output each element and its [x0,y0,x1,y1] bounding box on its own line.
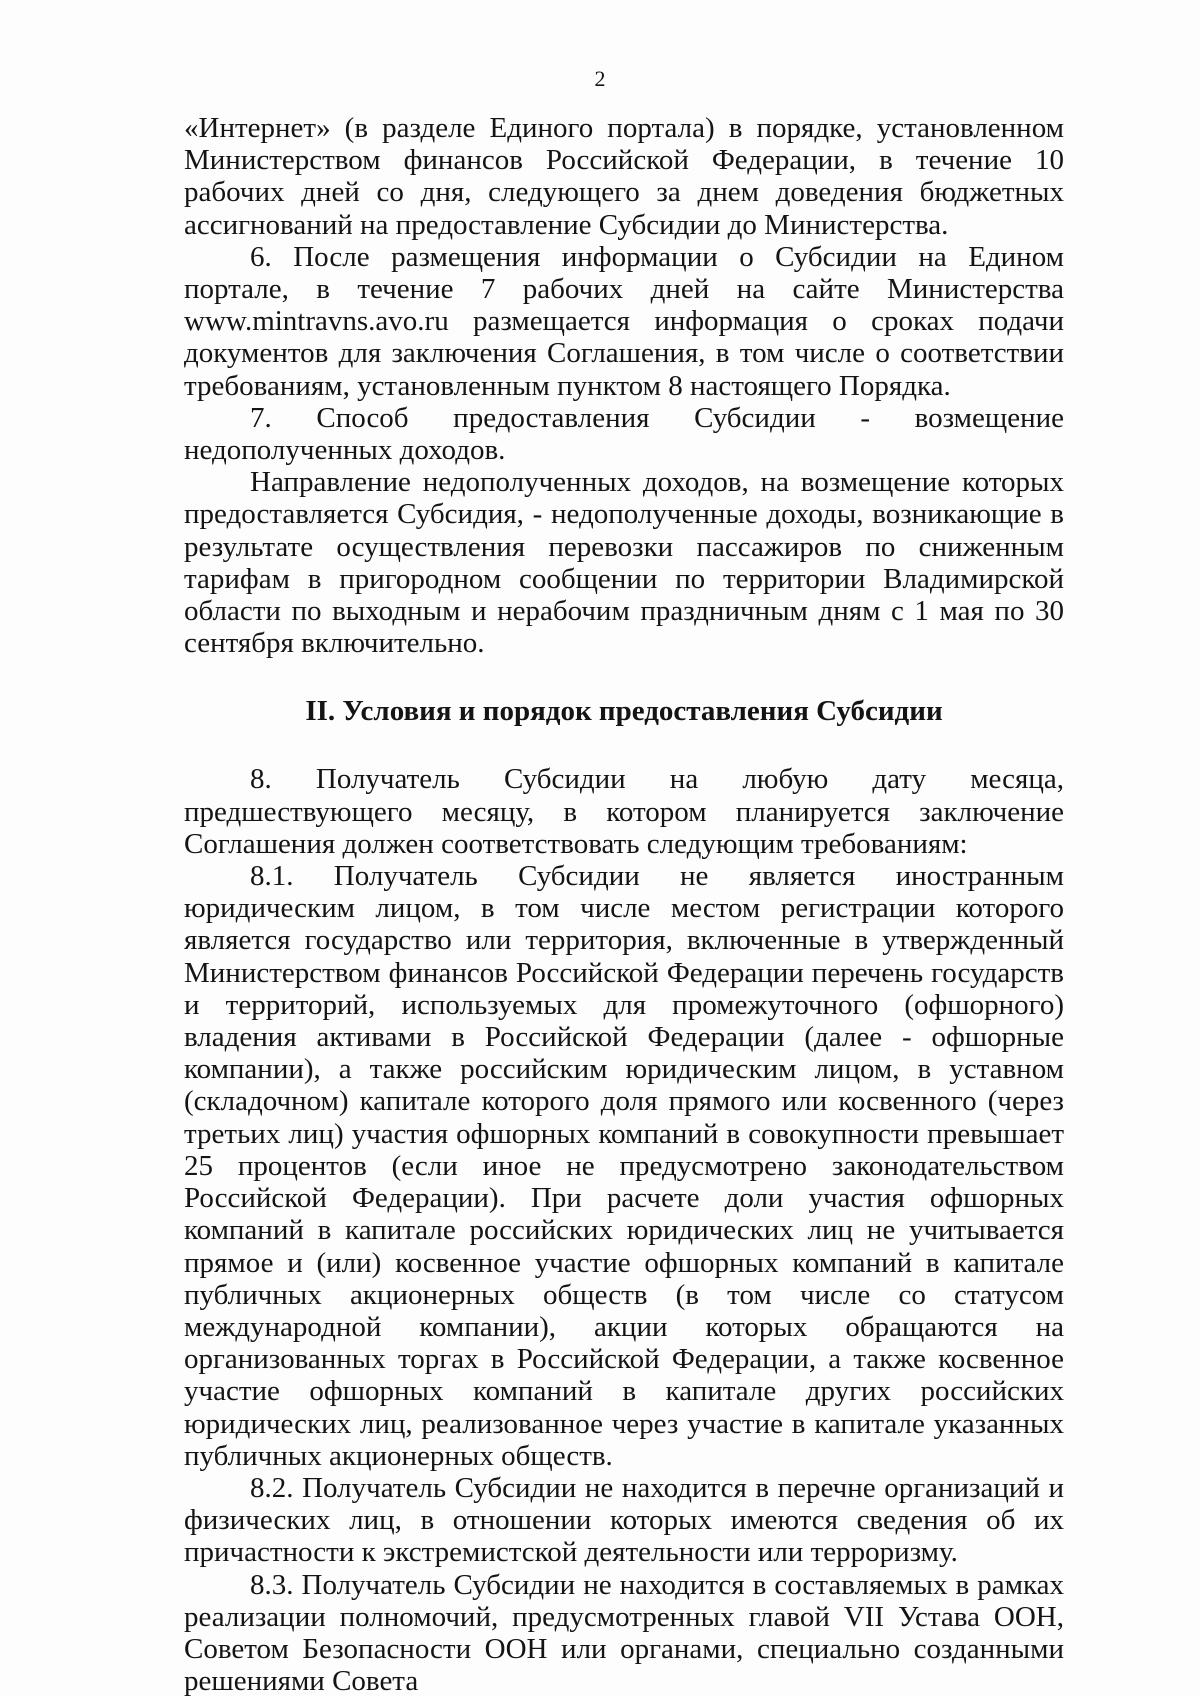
paragraph-item-8: 8. Получатель Субсидии на любую дату месяца, предшествующего месяцу, в котором планируется заключение Соглашения должен соответствовать следующим требованиям: [184,763,1064,860]
page-number: 2 [594,66,606,91]
paragraph-item-8-1: 8.1. Получатель Субсидии не является иностранным юридическим лицом, в том числе местом регистрации которого является государство или территория, включенные в утвержденный Министерством финансов Российской Федерации перечень государств и территорий, используемых для промежуточного (офшорного) владения активами в Российской Федерации (далее - офшорные компании), а также российским юридическим лицом, в уставном (складочном) капитале которого доля прямого или косвенного (через третьих лиц) участия офшорных компаний в совокупности превышает 25 процентов (если иное не предусмотрено законодательством Российской Федерации). При расчете доли участия офшорных компаний в капитале российских юридических лиц не учитывается прямое и (или) косвенное участие офшорных компаний в капитале публичных акционерных обществ (в том числе со статусом международной компании), акции которых обращаются на организованных торгах в Российской Федерации, а также косвенное участие офшорных компаний в капитале других российских юридических лиц, реализованное через участие в капитале указанных публичных акционерных обществ. [184,860,1064,1472]
paragraph-item-7: 7. Способ предоставления Субсидии - возмещение недополученных доходов. [184,401,1064,467]
paragraph-continuation: «Интернет» (в разделе Единого портала) в порядке, установленном Министерством финансов Российской Федерации, в течение 10 рабочих дней со дня, следующего за днем доведения бюджетных ассигнований на предоставление Субсидии до Министерства. [184,112,1064,241]
paragraph-item-6: 6. После размещения информации о Субсидии на Едином портале, в течение 7 рабочих дней на сайте Министерства www.mintravns.avo.ru размещается информация о сроках подачи документов для заключения Соглашения, в том числе о соответствии требованиям, установленным пунктом 8 настоящего Порядка. [184,240,1064,402]
paragraph-item-8-3: 8.3. Получатель Субсидии не находится в составляемых в рамках реализации полномочий, предусмотренных главой VII Устава ООН, Советом Безопасности ООН или органами, специально созданными решениями Совета [184,1568,1064,1697]
section-heading: II. Условия и порядок предоставления Субсидии [305,695,943,728]
paragraph-direction: Направление недополученных доходов, на возмещение которых предоставляется Субсидия, - недополученные доходы, возникающие в результате осуществления перевозки пассажиров по сниженным тарифам в пригородном сообщении по территории Владимирской области по выходным и нерабочим праздничным дням с 1 мая по 30 сентября включительно. [184,466,1064,660]
document-body [184,112,1064,1697]
paragraph-item-8-2: 8.2. Получатель Субсидии не находится в перечне организаций и физических лиц, в отношении которых имеются сведения об их причастности к экстремистской деятельности или терроризму. [184,1471,1064,1569]
